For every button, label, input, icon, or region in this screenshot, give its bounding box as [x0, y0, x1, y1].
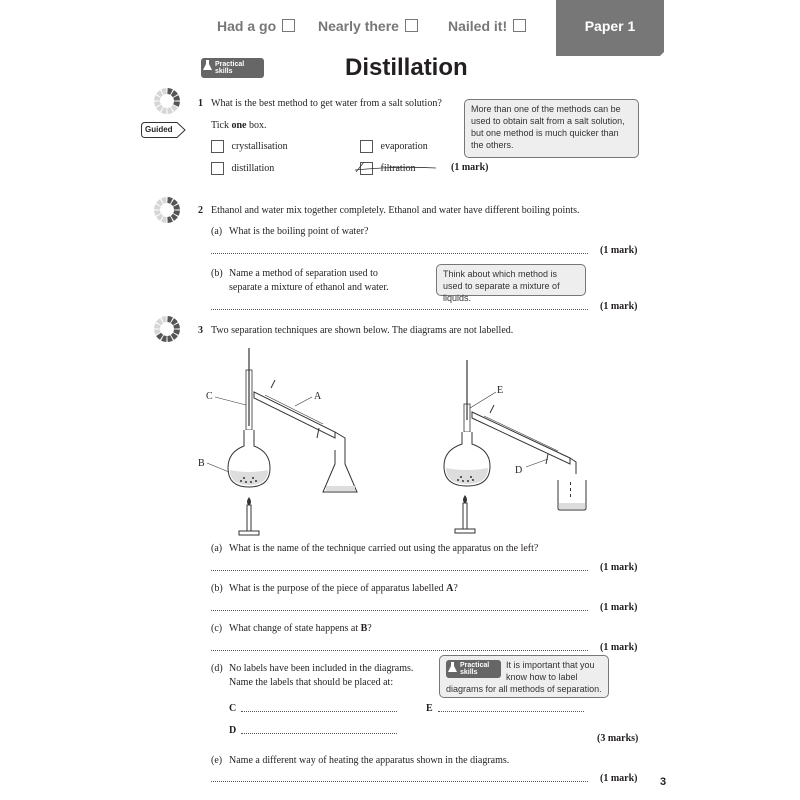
- diagram-label-b: B: [198, 458, 205, 469]
- nearly-there-checkbox[interactable]: [318, 18, 418, 34]
- q1-instruction-bold: one: [231, 120, 247, 131]
- q2b-mark: (1 mark): [600, 301, 638, 312]
- q3d-hint-text: It is important that you know how to label diagrams for all methods of separation.: [446, 660, 602, 694]
- guided-label: Guided: [145, 125, 173, 134]
- option-evaporation[interactable]: [360, 140, 428, 153]
- option-label: distillation: [231, 162, 275, 174]
- bunsen-burner: [463, 503, 467, 529]
- practical-skills-badge: [446, 660, 501, 678]
- checkbox[interactable]: [211, 140, 224, 153]
- answer-line-e[interactable]: [438, 711, 584, 712]
- q3b-text: [229, 583, 458, 594]
- q2a-text: What is the boiling point of water?: [229, 226, 369, 237]
- nailed-it-label: Nailed it!: [448, 18, 508, 34]
- q3b-label: (b): [211, 583, 223, 594]
- q3b-text-pre: What is the purpose of the piece of apparatus labelled: [229, 583, 447, 594]
- answer-line-c[interactable]: [241, 711, 397, 712]
- q1-instruction: [211, 120, 266, 131]
- difficulty-wheel-icon: [152, 195, 182, 225]
- q3d-mark: (3 marks): [597, 733, 639, 744]
- paper-label: Paper 1: [584, 18, 636, 34]
- q3a-mark: (1 mark): [600, 562, 638, 573]
- nailed-it-box[interactable]: [513, 19, 526, 32]
- bunsen-burner: [247, 505, 251, 531]
- q1-mark: (1 mark): [451, 162, 489, 173]
- nearly-there-label: Nearly there: [318, 18, 399, 34]
- nailed-it-checkbox[interactable]: [448, 18, 526, 34]
- q2b-hint-box: Think about which method is used to separate a mixture of liquids.: [436, 264, 586, 296]
- practical-skills-badge: [201, 58, 264, 78]
- option-crystallisation[interactable]: [211, 140, 288, 153]
- q1-number: 1: [198, 98, 203, 109]
- q3e-text: Name a different way of heating the apparatus shown in the diagrams.: [229, 755, 510, 766]
- checkbox[interactable]: [360, 140, 373, 153]
- q2-text: Ethanol and water mix together completely. Ethanol and water have different boiling points.: [211, 205, 580, 216]
- q2-number: 2: [198, 205, 203, 216]
- q2a-label: (a): [211, 226, 223, 237]
- answer-line[interactable]: [211, 610, 588, 611]
- q1-text: What is the best method to get water from a salt solution?: [211, 98, 442, 109]
- difficulty-wheel-icon: [152, 86, 182, 116]
- option-label: filtration: [380, 162, 416, 174]
- q3c-text-bold: B: [360, 623, 368, 634]
- answer-line[interactable]: [211, 309, 588, 310]
- nearly-there-box[interactable]: [405, 19, 418, 32]
- practical-skills-text: Practical skills: [215, 61, 245, 75]
- q3-text: Two separation techniques are shown below. The diagrams are not labelled.: [211, 325, 514, 336]
- conical-flask: [323, 450, 357, 492]
- q3b-mark: (1 mark): [600, 602, 638, 613]
- q3d-text-line1: No labels have been included in the diagrams.: [229, 663, 414, 674]
- q1-hint-box: More than one of the methods can be used to obtain salt from a salt solution, but one method is much quicker than the others.: [464, 99, 639, 158]
- page-number: 3: [660, 776, 667, 788]
- q1-instruction-pre: Tick: [211, 120, 232, 131]
- flask-icon: [448, 662, 457, 673]
- condenser: [254, 392, 335, 438]
- answer-line-d[interactable]: [241, 733, 397, 734]
- q3d-text-line2: Name the labels that should be placed at:: [229, 677, 394, 688]
- q3d-e-label: E: [426, 703, 433, 714]
- option-distillation[interactable]: [211, 162, 274, 175]
- q3c-text: [229, 623, 372, 634]
- diagram-label-d: D: [515, 465, 523, 476]
- q3a-text: What is the name of the technique carried out using the apparatus on the left?: [229, 543, 539, 554]
- q3a-label: (a): [211, 543, 223, 554]
- q2b-label: (b): [211, 268, 223, 279]
- q3c-mark: (1 mark): [600, 642, 638, 653]
- strike-through-mark: [354, 160, 438, 176]
- q3d-hint-box: [439, 655, 609, 698]
- q3d-label: (d): [211, 663, 223, 674]
- q3c-text-pre: What change of state happens at: [229, 623, 361, 634]
- q3-number: 3: [198, 325, 203, 336]
- diagram-label-a: A: [314, 391, 322, 402]
- flask-icon: [203, 60, 212, 71]
- q3b-text-post: ?: [453, 583, 458, 594]
- distillate: [559, 503, 585, 509]
- q3c-text-post: ?: [367, 623, 372, 634]
- answer-line[interactable]: [211, 781, 588, 782]
- diagram-label-c: C: [206, 391, 213, 402]
- practical-skills-text: Practical skills: [460, 662, 490, 676]
- answer-line[interactable]: [211, 650, 588, 651]
- q3e-label: (e): [211, 755, 223, 766]
- q3d-c-label: C: [229, 703, 237, 714]
- q3e-mark: (1 mark): [600, 773, 638, 784]
- q3b-text-bold: A: [446, 583, 454, 594]
- difficulty-wheel-icon: [152, 314, 182, 344]
- q2b-text-line1: Name a method of separation used to: [229, 268, 378, 279]
- q3c-label: (c): [211, 623, 223, 634]
- page-title: Distillation: [345, 54, 468, 81]
- q2a-mark: (1 mark): [600, 245, 638, 256]
- distillate: [326, 486, 355, 491]
- q1-instruction-post: box.: [246, 120, 267, 131]
- answer-line[interactable]: [211, 253, 588, 254]
- had-a-go-box[interactable]: [282, 19, 295, 32]
- q3d-d-label: D: [229, 725, 237, 736]
- option-label: evaporation: [380, 140, 428, 152]
- had-a-go-checkbox[interactable]: [217, 18, 295, 34]
- had-a-go-label: Had a go: [217, 18, 277, 34]
- option-label: crystallisation: [231, 140, 288, 152]
- checkbox[interactable]: [211, 162, 224, 175]
- diagram-label-e: E: [497, 385, 504, 396]
- answer-line[interactable]: [211, 570, 588, 571]
- second-distillation-diagram: [430, 350, 600, 540]
- q2b-text-line2: separate a mixture of ethanol and water.: [229, 282, 389, 293]
- simple-distillation-diagram: [195, 340, 375, 540]
